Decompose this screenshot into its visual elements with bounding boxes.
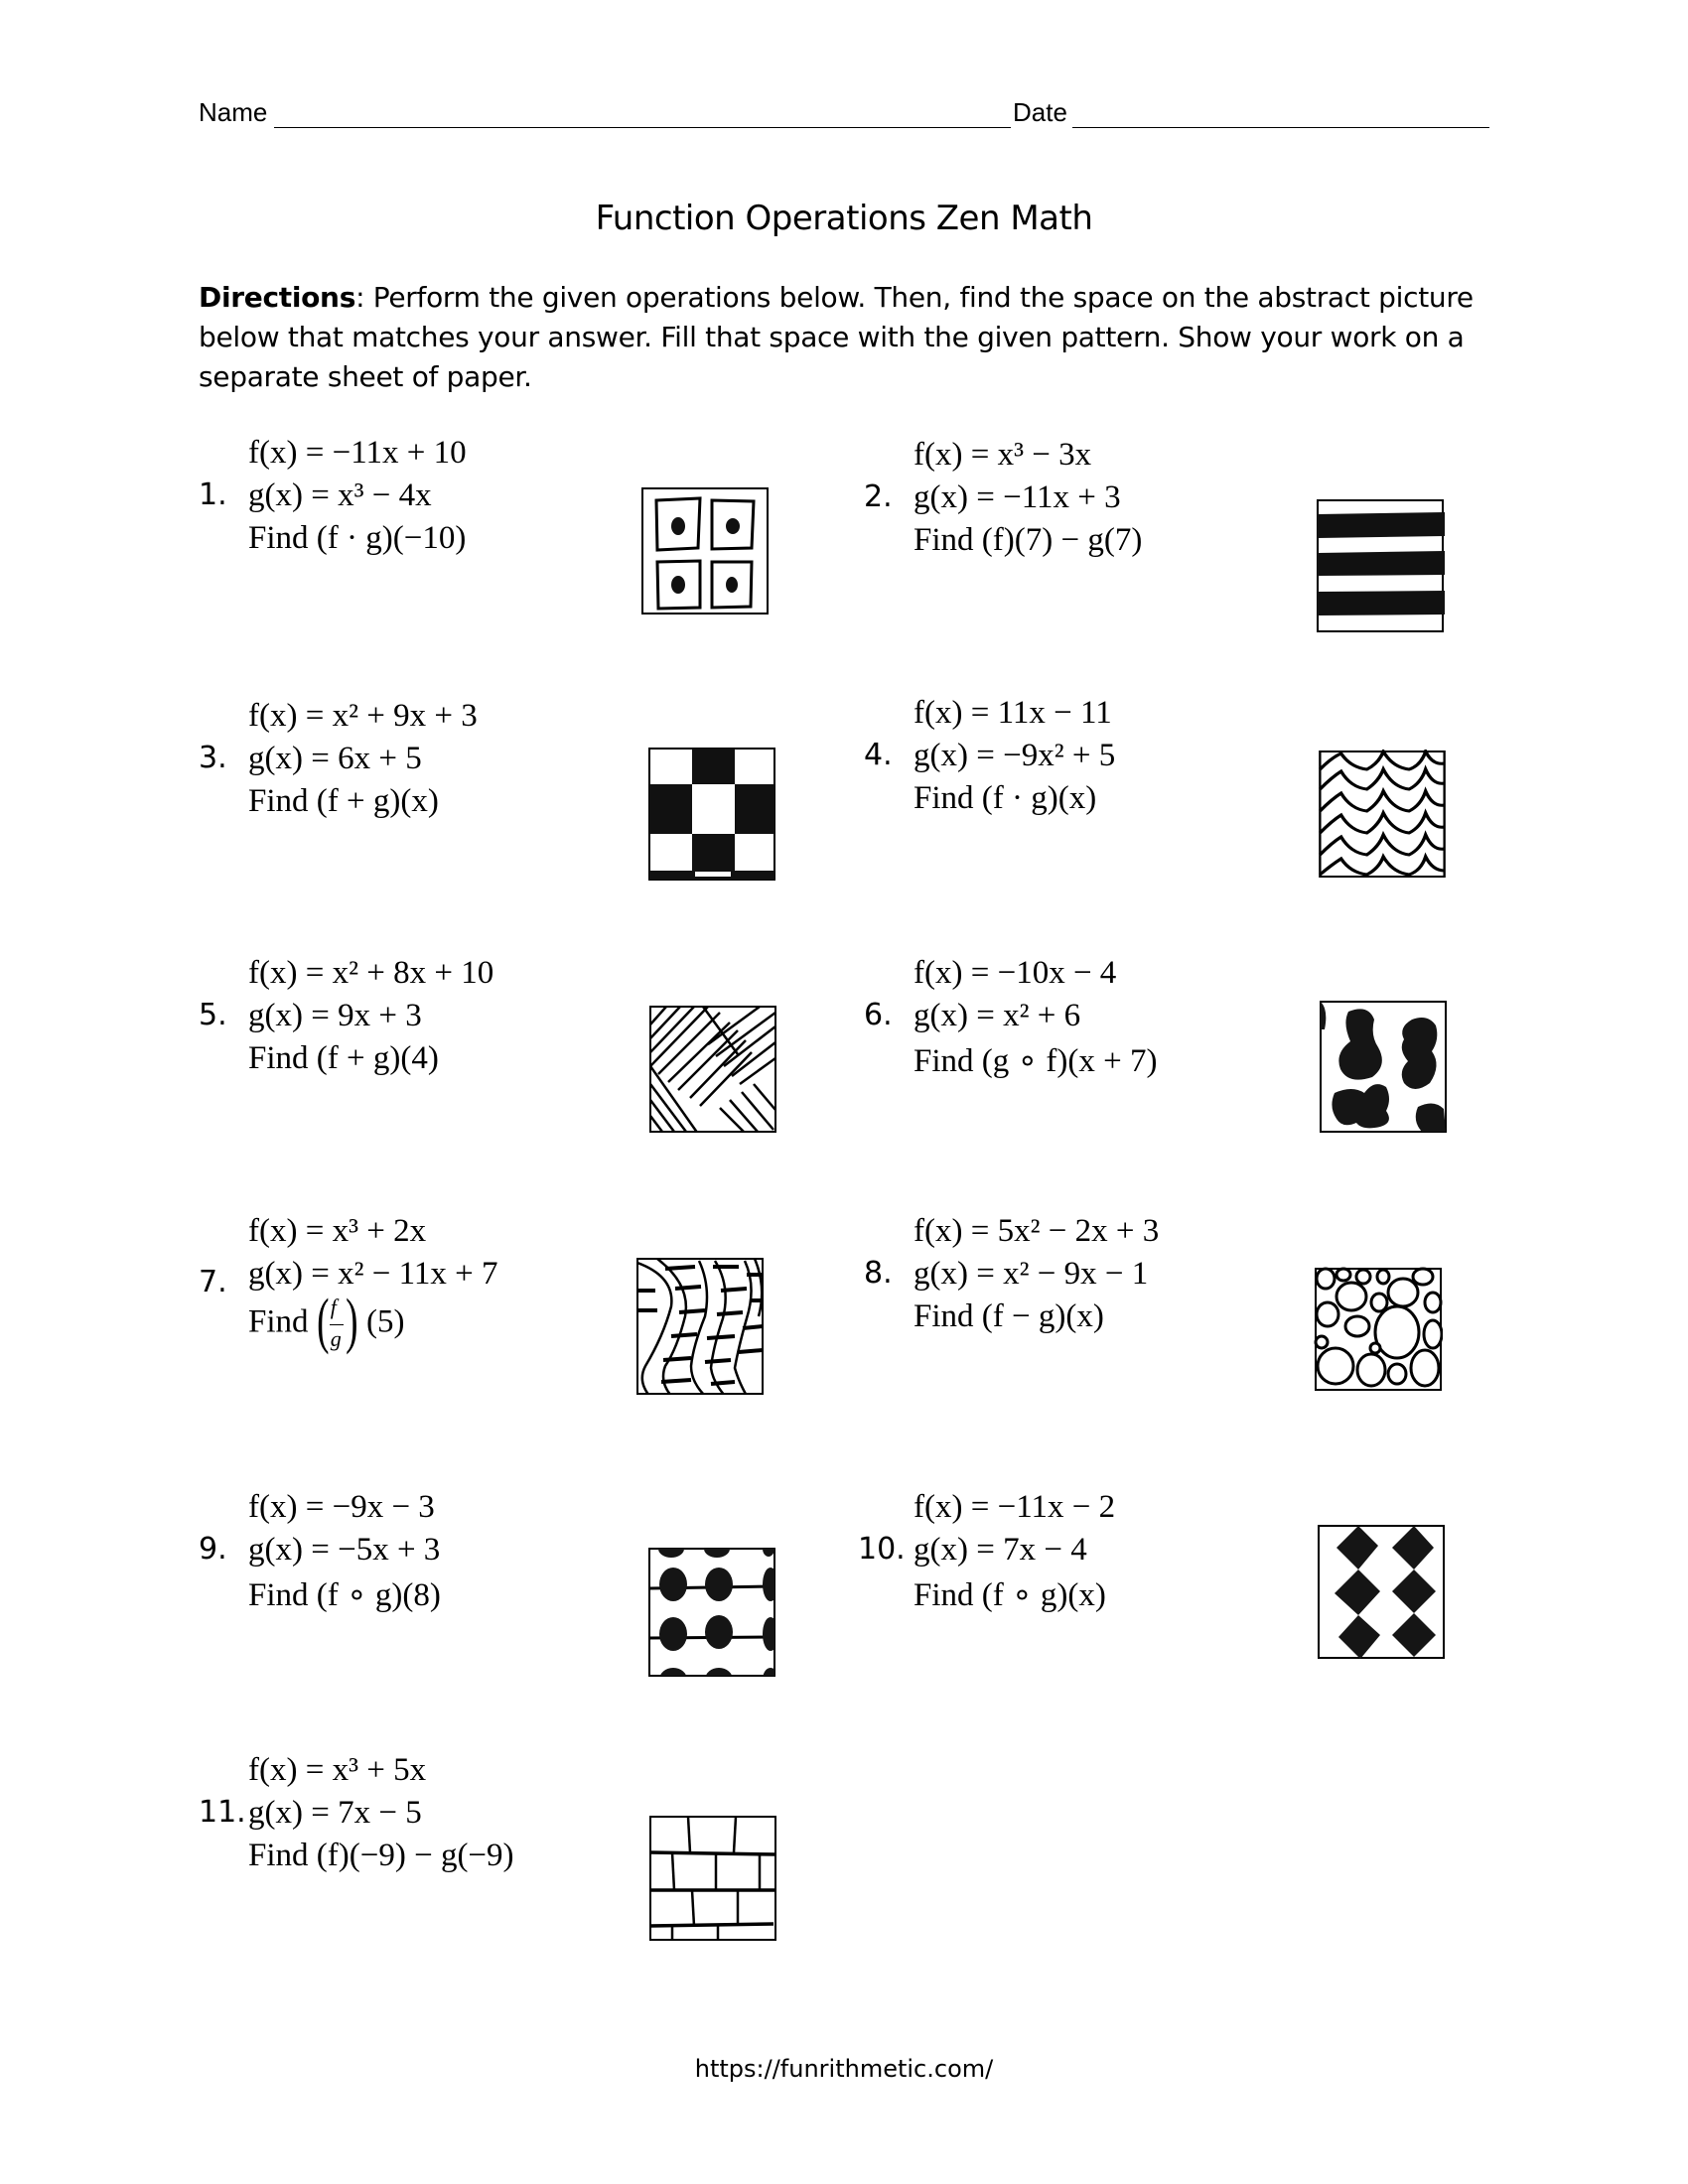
- find-expression: Find (f · g)(x): [914, 780, 1097, 816]
- f-definition: f(x) = −9x − 3: [248, 1489, 435, 1525]
- directions-text: : Perform the given operations below. Then, find the space on the abstract picture below that matches your answer. Fill that space with the given pattern. Show your work on a separate sheet of paper.: [199, 281, 1474, 393]
- find-expression: Find (f ∘ g)(8): [248, 1577, 441, 1613]
- find-expression: Find (f · g)(−10): [248, 520, 467, 556]
- problem-number: 8.: [864, 1256, 893, 1291]
- pattern-blobs-icon: [1319, 1000, 1448, 1134]
- directions-label: Directions: [199, 281, 356, 314]
- directions: [199, 278, 1489, 397]
- f-definition: f(x) = x³ + 2x: [248, 1213, 427, 1249]
- name-label: Name: [199, 97, 268, 127]
- find-expression: [248, 1288, 405, 1356]
- f-definition: f(x) = x² + 9x + 3: [248, 698, 478, 734]
- f-definition: f(x) = 11x − 11: [914, 695, 1112, 731]
- f-definition: f(x) = x² + 8x + 10: [248, 955, 494, 991]
- g-definition: g(x) = x² + 6: [914, 998, 1081, 1033]
- pattern-pebbles-icon: [1314, 1267, 1443, 1392]
- g-definition: g(x) = 9x + 3: [248, 998, 422, 1033]
- problem-number: 9.: [199, 1532, 227, 1567]
- g-definition: g(x) = −5x + 3: [248, 1532, 441, 1568]
- date-label: Date: [1013, 97, 1067, 127]
- find-prefix: Find: [248, 1303, 309, 1340]
- fraction-denominator: g: [330, 1326, 342, 1351]
- problem-number: 10.: [858, 1532, 906, 1567]
- fraction-f-over-g: ( f g ): [316, 1288, 358, 1355]
- f-definition: f(x) = x³ − 3x: [914, 437, 1092, 473]
- name-date-header: [199, 97, 1489, 137]
- find-expression: Find (f ∘ g)(x): [914, 1577, 1106, 1613]
- f-definition: f(x) = x³ + 5x: [248, 1752, 427, 1788]
- pattern-beads-on-lines-icon: [647, 1547, 776, 1678]
- problem-number: 5.: [199, 998, 227, 1032]
- g-definition: g(x) = 7x − 4: [914, 1532, 1087, 1568]
- g-definition: g(x) = x² − 9x − 1: [914, 1256, 1149, 1292]
- find-suffix: (5): [366, 1303, 405, 1340]
- pattern-scallops-icon: [1318, 750, 1447, 879]
- page-title: Function Operations Zen Math: [595, 199, 1093, 238]
- pattern-bricks-icon: [648, 1815, 777, 1942]
- problem-number: 2.: [864, 479, 893, 514]
- problem-number: 4.: [864, 738, 893, 772]
- find-expression: Find (f)(7) − g(7): [914, 522, 1143, 558]
- f-definition: f(x) = 5x² − 2x + 3: [914, 1213, 1160, 1249]
- find-expression: Find (g ∘ f)(x + 7): [914, 1043, 1158, 1079]
- name-field[interactable]: [274, 127, 1011, 128]
- find-expression: Find (f + g)(4): [248, 1040, 439, 1076]
- pattern-diamond-columns-icon: [1317, 1524, 1446, 1660]
- f-definition: f(x) = −10x − 4: [914, 955, 1117, 991]
- f-definition: f(x) = −11x − 2: [914, 1489, 1116, 1525]
- find-expression: Find (f + g)(x): [248, 783, 439, 819]
- g-definition: g(x) = x³ − 4x: [248, 478, 432, 513]
- problem-number: 3.: [199, 741, 227, 775]
- pattern-horizontal-stripes-icon: [1316, 498, 1445, 633]
- pattern-checkerboard-icon: [647, 747, 776, 882]
- g-definition: g(x) = 6x + 5: [248, 741, 422, 776]
- g-definition: g(x) = 7x − 5: [248, 1795, 422, 1831]
- find-expression: Find (f)(−9) − g(−9): [248, 1838, 514, 1873]
- f-definition: f(x) = −11x + 10: [248, 435, 467, 471]
- problem-number: 6.: [864, 998, 893, 1032]
- find-expression: Find (f − g)(x): [914, 1298, 1104, 1334]
- g-definition: g(x) = −9x² + 5: [914, 738, 1116, 773]
- fraction-numerator: f: [330, 1295, 337, 1319]
- date-field[interactable]: [1072, 127, 1489, 128]
- problem-number: 7.: [199, 1265, 227, 1299]
- pattern-wavy-ladders-icon: [635, 1257, 765, 1396]
- pattern-squares-with-dots-icon: [640, 486, 770, 615]
- pattern-diagonal-weave-icon: [648, 1005, 777, 1134]
- problem-number: 1.: [199, 478, 227, 512]
- g-definition: g(x) = −11x + 3: [914, 479, 1121, 515]
- g-definition: g(x) = x² − 11x + 7: [248, 1256, 498, 1292]
- problem-number: 11.: [199, 1795, 246, 1830]
- footer-url[interactable]: https://funrithmetic.com/: [694, 2055, 994, 2083]
